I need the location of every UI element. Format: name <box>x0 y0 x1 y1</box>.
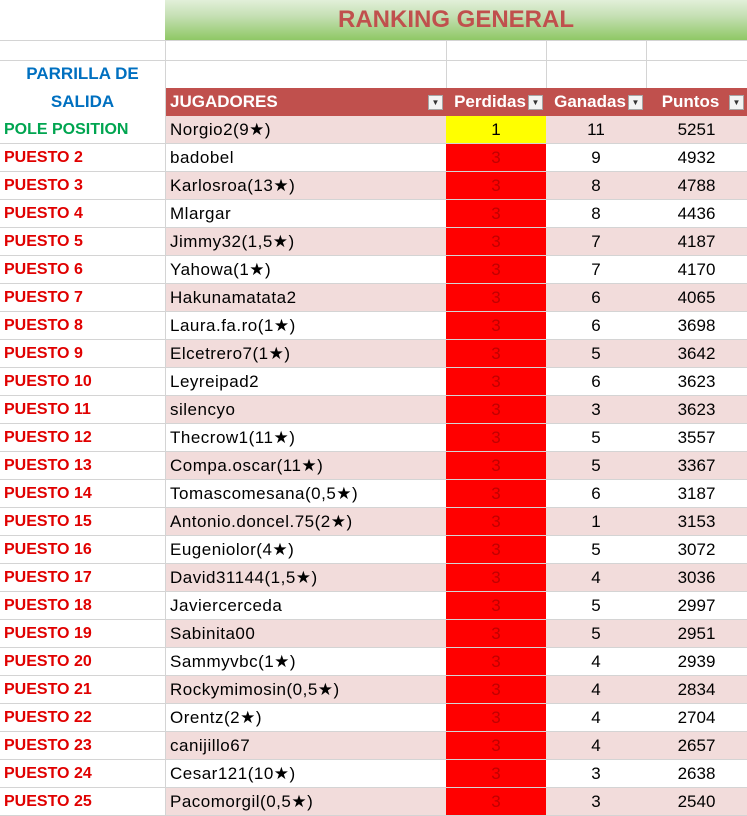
filter-dropdown-icon[interactable]: ▼ <box>729 95 744 110</box>
puntos-cell[interactable]: 3698 <box>677 316 716 335</box>
header-perdidas-label: Perdidas <box>454 92 526 111</box>
puntos-cell[interactable]: 2540 <box>677 792 716 811</box>
puntos-cell[interactable]: 4170 <box>677 260 716 279</box>
filter-dropdown-icon[interactable]: ▼ <box>428 95 443 110</box>
position-cell[interactable]: PUESTO 16 <box>4 541 92 558</box>
player-cell[interactable]: Tomascomesana(0,5★) <box>170 484 359 503</box>
player-cell[interactable]: Mlargar <box>170 204 232 223</box>
ganadas-cell[interactable]: 5 <box>591 428 601 447</box>
perdidas-cell[interactable]: 3 <box>446 256 546 283</box>
puntos-cell[interactable]: 2657 <box>677 736 716 755</box>
player-cell[interactable]: Leyreipad2 <box>170 372 260 391</box>
ganadas-cell[interactable]: 4 <box>591 736 601 755</box>
header-ganadas-label: Ganadas <box>554 92 626 111</box>
ganadas-cell[interactable]: 4 <box>591 652 601 671</box>
puntos-cell[interactable]: 3072 <box>677 540 716 559</box>
player-cell[interactable]: Pacomorgil(0,5★) <box>170 792 314 811</box>
perdidas-cell[interactable]: 3 <box>446 452 546 479</box>
player-cell[interactable]: Laura.fa.ro(1★) <box>170 316 296 335</box>
position-cell[interactable]: PUESTO 4 <box>4 205 83 222</box>
puntos-cell[interactable]: 3036 <box>677 568 716 587</box>
player-cell[interactable]: Elcetrero7(1★) <box>170 344 291 363</box>
puntos-cell[interactable]: 5251 <box>677 120 716 139</box>
perdidas-cell[interactable]: 3 <box>446 312 546 339</box>
ganadas-cell[interactable]: 6 <box>591 484 601 503</box>
position-cell[interactable]: PUESTO 25 <box>4 793 92 810</box>
player-cell[interactable]: silencyo <box>170 400 236 419</box>
position-cell[interactable]: PUESTO 7 <box>4 289 83 306</box>
player-cell[interactable]: Sabinita00 <box>170 624 256 643</box>
grid-line <box>0 40 747 41</box>
puntos-cell[interactable]: 3557 <box>677 428 716 447</box>
ganadas-cell[interactable]: 6 <box>591 316 601 335</box>
ganadas-cell[interactable]: 3 <box>591 400 601 419</box>
puntos-cell[interactable]: 4788 <box>677 176 716 195</box>
puntos-cell[interactable]: 3642 <box>677 344 716 363</box>
ganadas-cell[interactable]: 8 <box>591 176 601 195</box>
position-cell[interactable]: PUESTO 17 <box>4 569 92 586</box>
header-jugadores-label: JUGADORES <box>170 92 278 111</box>
puntos-cell[interactable]: 4065 <box>677 288 716 307</box>
position-cell[interactable]: PUESTO 19 <box>4 625 92 642</box>
perdidas-cell[interactable]: 3 <box>446 704 546 731</box>
player-cell[interactable]: Compa.oscar(11★) <box>170 456 324 475</box>
perdidas-cell[interactable]: 3 <box>446 788 546 815</box>
puntos-cell[interactable]: 4187 <box>677 232 716 251</box>
position-cell[interactable]: PUESTO 18 <box>4 597 92 614</box>
player-cell[interactable]: Cesar121(10★) <box>170 764 296 783</box>
puntos-cell[interactable]: 2638 <box>677 764 716 783</box>
position-cell[interactable]: PUESTO 2 <box>4 149 83 166</box>
perdidas-cell[interactable]: 3 <box>446 284 546 311</box>
perdidas-cell[interactable]: 3 <box>446 592 546 619</box>
ganadas-cell[interactable]: 11 <box>587 120 605 139</box>
ganadas-cell[interactable]: 7 <box>591 260 601 279</box>
position-cell[interactable]: PUESTO 12 <box>4 429 92 446</box>
header-ganadas <box>546 88 646 116</box>
puntos-cell[interactable]: 2704 <box>677 708 716 727</box>
player-cell[interactable]: Orentz(2★) <box>170 708 263 727</box>
perdidas-cell[interactable]: 3 <box>446 200 546 227</box>
ganadas-cell[interactable]: 7 <box>591 232 601 251</box>
perdidas-cell[interactable]: 3 <box>446 368 546 395</box>
player-cell[interactable]: Antonio.doncel.75(2★) <box>170 512 353 531</box>
perdidas-cell[interactable]: 3 <box>446 760 546 787</box>
position-cell[interactable]: PUESTO 14 <box>4 485 92 502</box>
player-cell[interactable]: canijillo67 <box>170 736 251 755</box>
puntos-cell[interactable]: 3153 <box>677 512 716 531</box>
filter-sorted-icon[interactable]: ▼ <box>528 95 543 110</box>
perdidas-cell[interactable]: 3 <box>446 620 546 647</box>
header-puntos-label: Puntos <box>661 92 720 111</box>
puntos-cell[interactable]: 2997 <box>677 596 716 615</box>
player-cell[interactable]: Sammyvbc(1★) <box>170 652 297 671</box>
perdidas-cell[interactable]: 3 <box>446 396 546 423</box>
puntos-cell[interactable]: 4932 <box>677 148 716 167</box>
perdidas-cell[interactable]: 3 <box>446 144 546 171</box>
position-cell[interactable]: PUESTO 11 <box>4 401 91 418</box>
puntos-cell[interactable]: 3623 <box>677 400 716 419</box>
perdidas-cell[interactable]: 3 <box>446 732 546 759</box>
position-cell[interactable]: PUESTO 8 <box>4 317 83 334</box>
player-cell[interactable]: Norgio2(9★) <box>170 120 272 139</box>
player-cell[interactable]: Rockymimosin(0,5★) <box>170 680 340 699</box>
ganadas-cell[interactable]: 5 <box>591 456 601 475</box>
puntos-cell[interactable]: 2834 <box>677 680 716 699</box>
position-cell[interactable]: PUESTO 9 <box>4 345 83 362</box>
puntos-cell[interactable]: 3187 <box>677 484 716 503</box>
position-cell[interactable]: POLE POSITION <box>4 121 129 138</box>
ganadas-cell[interactable]: 5 <box>591 596 601 615</box>
player-cell[interactable]: Javiercerceda <box>170 596 283 615</box>
puntos-cell[interactable]: 3367 <box>677 456 716 475</box>
perdidas-cell[interactable]: 3 <box>446 340 546 367</box>
ganadas-cell[interactable]: 4 <box>591 568 601 587</box>
position-cell[interactable]: PUESTO 24 <box>4 765 92 782</box>
puntos-cell[interactable]: 3623 <box>677 372 716 391</box>
position-cell[interactable]: PUESTO 15 <box>4 513 92 530</box>
perdidas-cell[interactable]: 3 <box>446 172 546 199</box>
ganadas-cell[interactable]: 4 <box>591 680 601 699</box>
position-cell[interactable]: PUESTO 20 <box>4 653 92 670</box>
position-cell[interactable]: PUESTO 5 <box>4 233 83 250</box>
header-jugadores <box>166 88 446 116</box>
puntos-cell[interactable]: 2939 <box>677 652 716 671</box>
ganadas-cell[interactable]: 8 <box>591 204 601 223</box>
ganadas-cell[interactable]: 5 <box>591 540 601 559</box>
ganadas-cell[interactable]: 3 <box>591 792 601 811</box>
player-cell[interactable]: Thecrow1(11★) <box>170 428 296 447</box>
position-cell[interactable]: PUESTO 6 <box>4 261 83 278</box>
position-cell[interactable]: PUESTO 13 <box>4 457 92 474</box>
ganadas-cell[interactable]: 9 <box>591 148 601 167</box>
perdidas-cell[interactable]: 3 <box>446 648 546 675</box>
position-cell[interactable]: PUESTO 23 <box>4 737 92 754</box>
ganadas-cell[interactable]: 6 <box>591 372 601 391</box>
position-cell[interactable]: PUESTO 21 <box>4 681 92 698</box>
perdidas-cell[interactable]: 3 <box>446 536 546 563</box>
player-cell[interactable]: David31144(1,5★) <box>170 568 318 587</box>
perdidas-cell[interactable]: 3 <box>446 424 546 451</box>
player-cell[interactable]: badobel <box>170 148 235 167</box>
puntos-cell[interactable]: 4436 <box>677 204 716 223</box>
player-cell[interactable]: Hakunamatata2 <box>170 288 297 307</box>
player-cell[interactable]: Jimmy32(1,5★) <box>170 232 295 251</box>
position-cell[interactable]: PUESTO 10 <box>4 373 92 390</box>
perdidas-cell[interactable]: 3 <box>446 508 546 535</box>
ganadas-cell[interactable]: 4 <box>591 708 601 727</box>
perdidas-cell[interactable]: 3 <box>446 676 546 703</box>
page-title: RANKING GENERAL <box>165 0 747 40</box>
filter-dropdown-icon[interactable]: ▼ <box>628 95 643 110</box>
player-cell[interactable]: Yahowa(1★) <box>170 260 272 279</box>
ganadas-cell[interactable]: 3 <box>591 764 601 783</box>
header-perdidas <box>446 88 546 116</box>
perdidas-cell[interactable]: 3 <box>446 564 546 591</box>
ganadas-cell[interactable]: 5 <box>591 624 601 643</box>
ganadas-cell[interactable]: 6 <box>591 288 601 307</box>
header-puntos <box>646 88 747 116</box>
perdidas-cell[interactable]: 3 <box>446 228 546 255</box>
perdidas-cell[interactable]: 3 <box>446 480 546 507</box>
perdidas-cell[interactable]: 1 <box>446 116 546 143</box>
player-cell[interactable]: Karlosroa(13★) <box>170 176 296 195</box>
position-cell[interactable]: PUESTO 22 <box>4 709 92 726</box>
ganadas-cell[interactable]: 1 <box>591 512 601 531</box>
position-cell[interactable]: PUESTO 3 <box>4 177 83 194</box>
player-cell[interactable]: Eugeniolor(4★) <box>170 540 295 559</box>
parrilla-header: PARRILLA DE SALIDA <box>26 64 139 111</box>
puntos-cell[interactable]: 2951 <box>677 624 716 643</box>
ganadas-cell[interactable]: 5 <box>591 344 601 363</box>
